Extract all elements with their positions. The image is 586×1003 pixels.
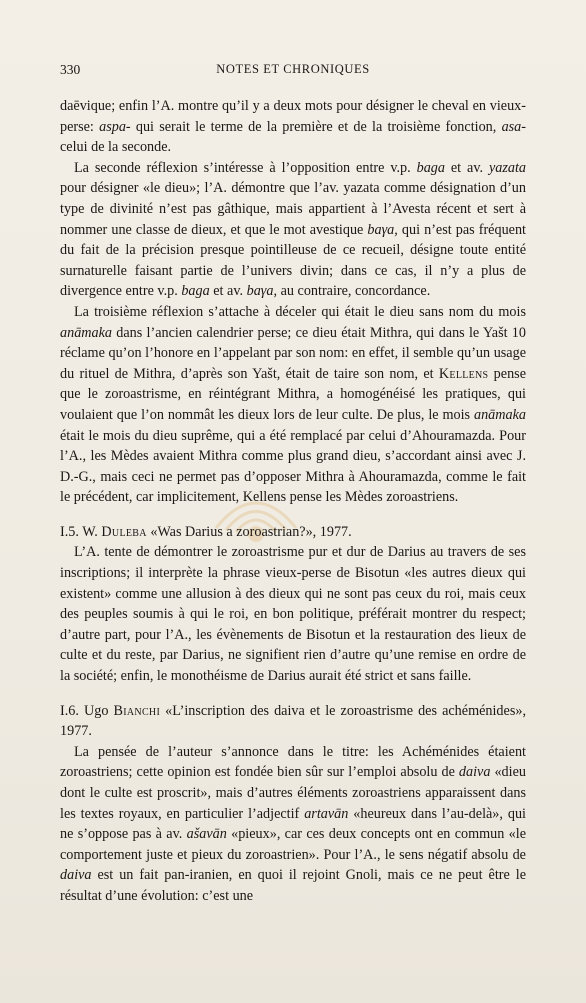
- body-text: [60, 96, 526, 907]
- section-heading-1-5: I.5. W. Duleba «Was Darius a zoroastrian?», 1977.: [60, 523, 352, 540]
- running-title: NOTES ET CHRONIQUES: [216, 62, 370, 76]
- page-number: 330: [60, 62, 81, 77]
- section-heading-1-6: I.6. Ugo Bianchi «L’inscription des daiva et le zoroastrisme des achéménides», 1977.: [60, 702, 526, 740]
- paragraph-continuation: daēvique; enfin l’A. montre qu’il y a deux mots pour désigner le cheval en vieux-perse: aspa- qui serait le terme de la première et de la troisième fonction, asa- celui de la seconde.: [60, 98, 526, 156]
- paragraph-second-reflection: La seconde réflexion s’intéresse à l’opposition entre v.p. baga et av. yazata pour désigner «le dieu»; l’A. démontre que l’av. yazata comme désignation d’un type de divinité n’est pas gâthique, mais appartient à l’Avesta récent et sert à nommer une classe de dieux, et que le mot avestique baγa, qui n’est pas fréquent du fait de la précision presque pointilleuse de ce recueil, désigne toute entité surnaturelle faisant partie de l’univers divin; dans ce cas, il n’y a plus de divergence entre v.p. baga et av. baγa, au contraire, concordance.: [60, 159, 526, 300]
- paragraph-duleba: L’A. tente de démontrer le zoroastrisme pur et dur de Darius au travers de ses inscriptions; il interprète la phrase vieux-perse de Bisotun «les autres dieux qui existent» comme une allusion à des dieux qui ne sont pas ceux du roi, mais ceux des peuples soumis à qui le roi, en bon politique, préférait montrer du respect; d’autre part, pour l’A., les évènements de Bisotun et la restauration des lieux de culte et du reste, par Darius, ne signifient rien d’autre qu’une remise en ordre de la société; enfin, le monothéisme de Darius aurait été strict et sans faille.: [60, 544, 526, 685]
- paragraph-bianchi: La pensée de l’auteur s’annonce dans le titre: les Achéménides étaient zoroastriens; cette opinion est fondée bien sûr sur l’emploi absolu de daiva «dieu dont le culte est proscrit», mais d’autres éléments zoroastriens apparaissent dans les textes royaux, en particulier l’adjectif artavān «heureux dans l’au-delà», qui ne s’oppose pas à av. ašavān «pieux», car ces deux concepts ont en commun «le comportement juste et pieux du zoroastrien». Pour l’A., le sens négatif absolu de daiva est un fait pan-iranien, en quoi il rejoint Gnoli, mais ce ne peut être le résultat d’une évolution: c’est une: [60, 743, 526, 904]
- paragraph-third-reflection: La troisième réflexion s’attache à déceler qui était le dieu sans nom du mois anāmaka dans l’ancien calendrier perse; ce dieu était Mithra, qui dans le Yašt 10 réclame qu’on l’honore en l’appelant par son nom: en effet, il semble qu’un usage du rituel de Mithra, d’après son Yašt, était de taire son nom, et Kellens pense que le zoroastrisme, en réintégrant Mithra, a homogénéisé les pratiques, qui voulaient que l’on nommât les dieux lors de leur culte. De plus, le mois anāmaka était le mois du dieu suprême, qui a été remplacé par celui d’Ahouramazda. Pour l’A., les Mèdes avaient Mithra comme plus grand dieu, s’accordant ainsi avec J. D.-G., mais ceci ne permet pas d’opposer Mithra à Ahouramazda, comme le fait le précédent, car implicitement, Kellens pense les Mèdes zoroastriens.: [60, 303, 526, 506]
- page-header: [60, 62, 526, 80]
